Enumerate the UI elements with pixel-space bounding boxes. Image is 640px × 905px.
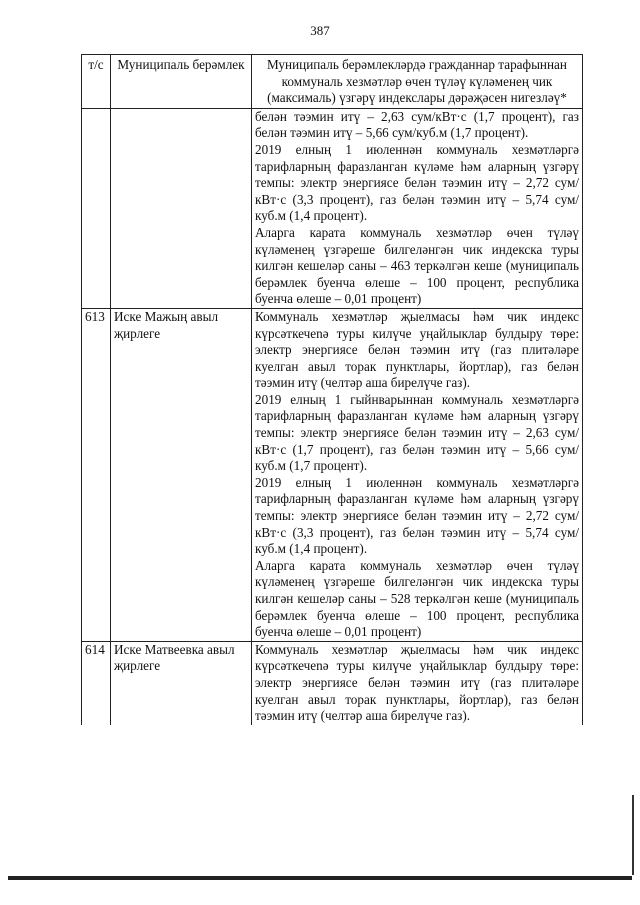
header-num: т/с [82, 55, 111, 109]
bottom-edge-line [8, 876, 632, 880]
desc-paragraph: белән тәэмин итү – 2,63 сум/кВт·с (1,7 процент), газ белән тәэмин итү – 5,66 сум/куб.м (1,7 процент). [255, 108, 579, 141]
tariff-table [81, 54, 583, 725]
header-desc: Муниципаль берәмлекләрдә гражданнар тарафыннан коммуналь хезмәтләр өчен түләү күләменең чик (максималь) үзгәрү индекслары дәрәҗәсен нигезләү* [252, 55, 583, 109]
row-desc [252, 108, 583, 308]
table-row [82, 641, 583, 724]
row-num: 614 [82, 641, 111, 724]
desc-paragraph: 2019 елның 1 июленнән коммуналь хезмәтләргә тарифларның фаразланган күләме һәм аларның үзгәрү темпы: электр энергиясе белән тәэмин итү – 2,72 сум/кВт·с (3,3 процент), газ белән тәэмин итү – 5,74 сум/куб.м (1,4 процент). [255, 141, 579, 224]
table-row [82, 108, 583, 308]
desc-paragraph: Аларга карата коммуналь хезмәтләр өчен түләү күләменең үзгәреше билгеләнгән чик индекска туры килгән кешеләр саны – 463 теркәлгән кеше (муниципаль берәмлек буенча өлеше – 100 процент, республика буенча өлеше – 0,01 процент) [255, 224, 579, 307]
header-name: Муниципаль берәмлек [111, 55, 252, 109]
desc-paragraph: Коммуналь хезмәтләр җыелмасы һәм чик индекс күрсәткечenә туры килүче уңайлыклар булдыру төре: электр энергиясе белән тәэмин итү (газ плитәләре куелган авыл торак пунктлары, йортлар), газ белән тәэмин итү (челтәр аша бирелүче газ). [255, 641, 579, 724]
desc-paragraph: 2019 елның 1 гыйнварыннан коммуналь хезмәтләргә тарифларның фаразланган күләме һәм аларның үзгәрү темпы: электр энергиясе белән тәэмин итү – 2,63 сум/кВт·с (1,7 процент), газ белән тәэмин итү – 5,66 сум/куб.м (1,7 процент). [255, 391, 579, 474]
table-row [82, 308, 583, 641]
desc-paragraph: Коммуналь хезмәтләр җыелмасы һәм чик индекс күрсәткечenә туры килүче уңайлыклар булдыру төре: электр энергиясе белән тәэмин итү (газ плитәләре куелган авыл торак пунктлары, йортлар), газ белән тәэмин итү (челтәр аша бирелүче газ). [255, 308, 579, 391]
row-num [82, 108, 111, 308]
margin-line [632, 795, 634, 875]
row-name: Иске Мажың авыл җирлеге [111, 308, 252, 641]
row-name [111, 108, 252, 308]
row-name: Иске Матвеевка авыл җирлеге [111, 641, 252, 724]
desc-paragraph: 2019 елның 1 июленнән коммуналь хезмәтләргә тарифларның фаразланган күләме һәм аларның үзгәрү темпы: электр энергиясе белән тәэмин итү – 2,72 сум/кВт·с (3,3 процент), газ белән тәэмин итү – 5,74 сум/куб.м (1,4 процент). [255, 474, 579, 557]
row-num: 613 [82, 308, 111, 641]
row-desc [252, 641, 583, 724]
page-number: 387 [310, 23, 330, 38]
desc-paragraph: Аларга карата коммуналь хезмәтләр өчен түләү күләменең үзгәреше билгеләнгән чик индекска туры килгән кешеләр саны – 528 теркәлгән кеше (муниципаль берәмлек буенча өлеше – 100 процент, республика буенча өлеше – 0,01 процент) [255, 557, 579, 640]
header-row [82, 55, 583, 109]
row-desc [252, 308, 583, 641]
